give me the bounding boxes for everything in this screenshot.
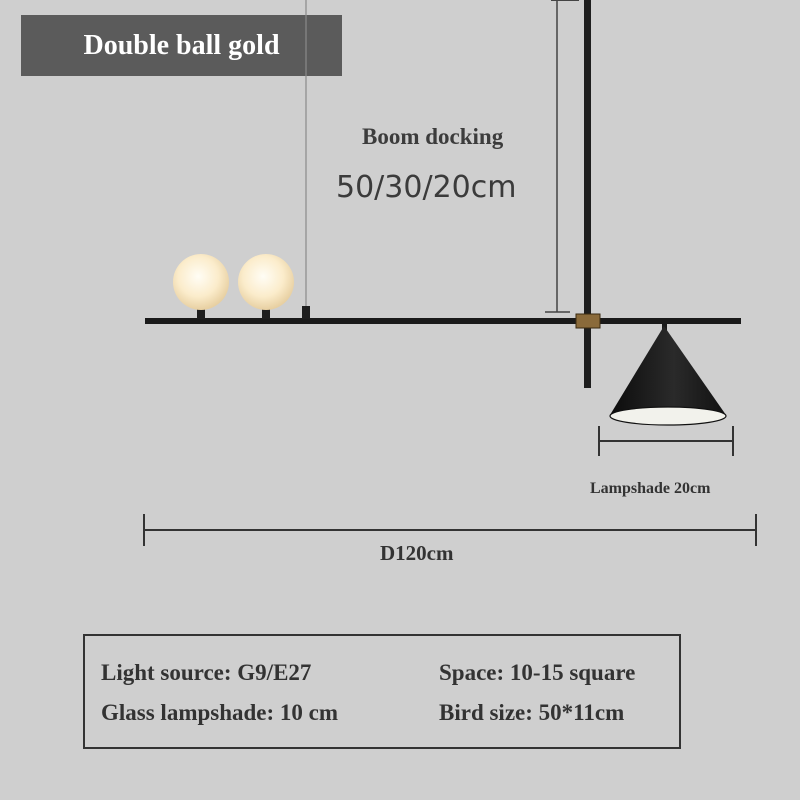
boom-rod [584,0,591,388]
spec-space: Space: 10-15 square [439,660,636,685]
width-label: D120cm [380,541,454,565]
boom-docking-label: Boom docking [362,124,504,149]
spec-bird-size: Bird size: 50*11cm [439,700,625,725]
spec-light-source: Light source: G9/E27 [101,660,312,685]
brass-connector [576,314,600,328]
main-bar [145,318,741,324]
glass-globe-icon [173,254,229,310]
spec-box [83,634,681,749]
title-text: Double ball gold [83,29,280,61]
boom-sizes-label: 50/30/20cm [336,170,517,205]
cone-shade-rim [610,407,726,425]
cone-shade-icon [610,326,726,415]
lampshade-size-label: Lampshade 20cm [590,480,711,497]
glass-globe-icon [238,254,294,310]
spec-glass-lampshade: Glass lampshade: 10 cm [101,700,339,725]
